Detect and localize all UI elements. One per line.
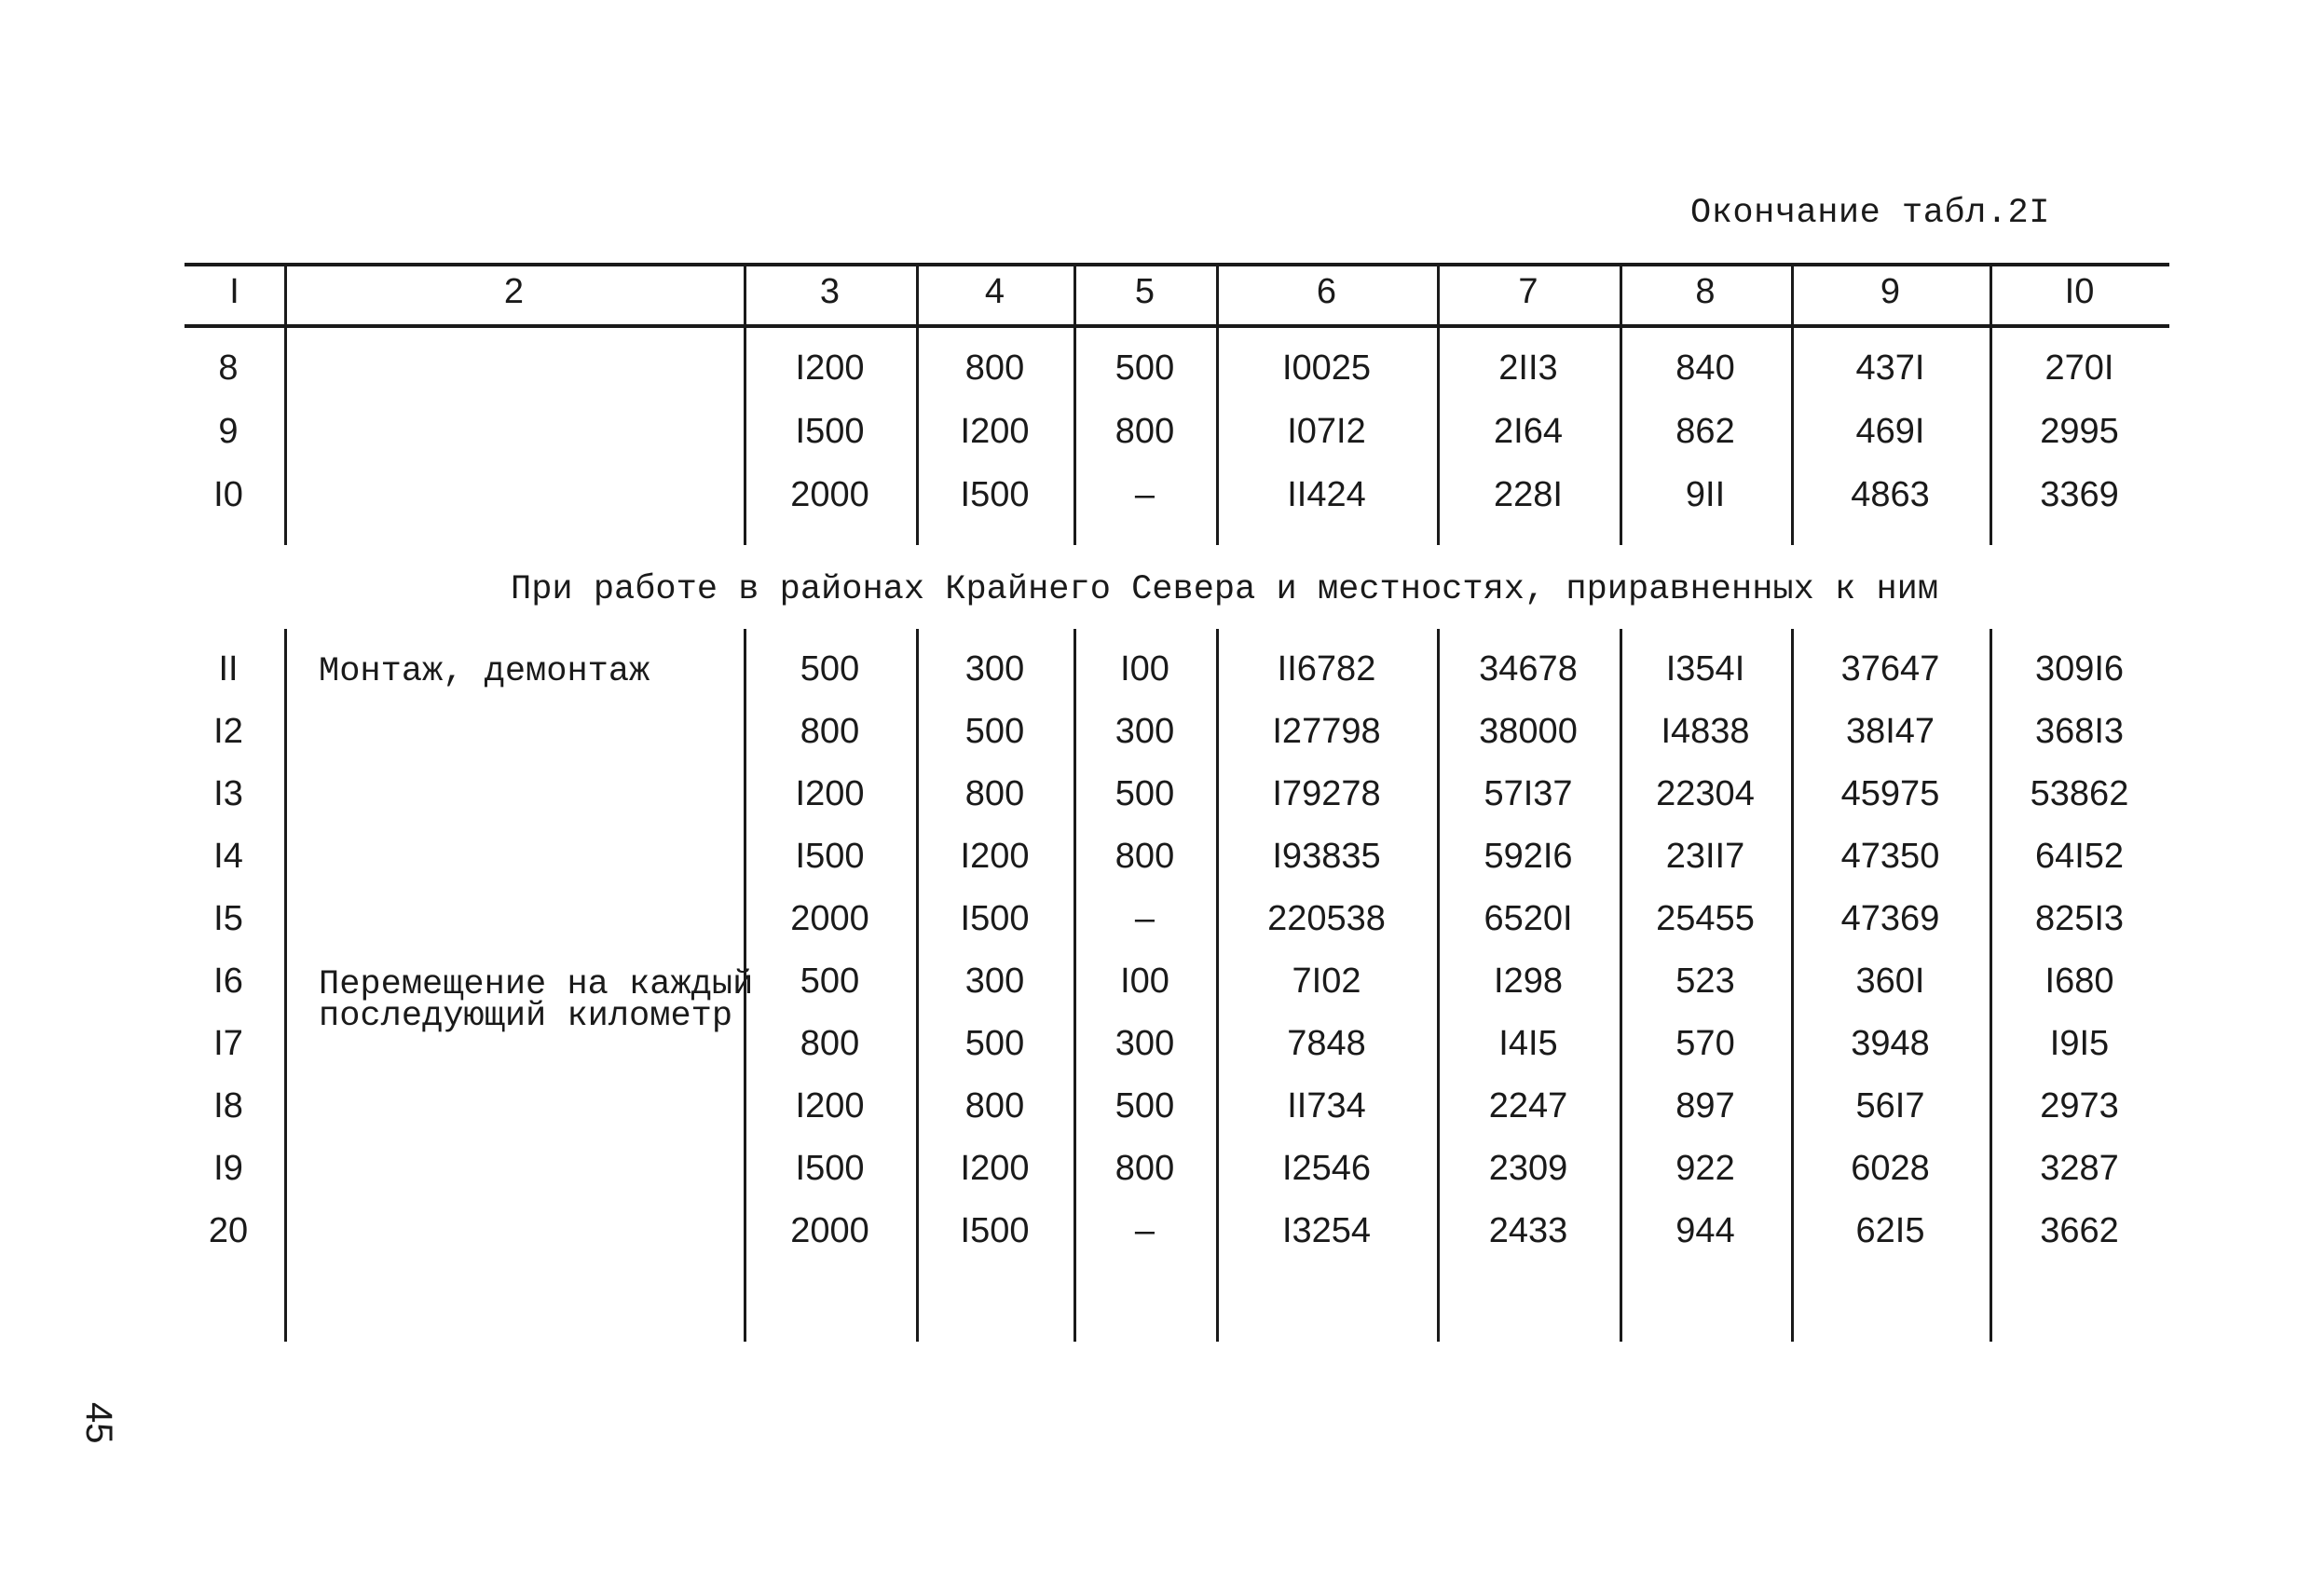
table-cell: 2I64 [1494, 412, 1563, 451]
table-top-rule [185, 263, 2169, 266]
table-cell: 800 [964, 1086, 1025, 1125]
table-cell: 45975 [1840, 774, 1940, 813]
table-cell: 2000 [790, 475, 869, 514]
table-cell: 944 [1675, 1211, 1735, 1250]
table-cell: 56I7 [1855, 1086, 1925, 1125]
table-cell: 360I [1855, 962, 1925, 1001]
table-cell: 3662 [2040, 1211, 2119, 1250]
header-cell-6: 6 [1316, 272, 1337, 311]
header-cell-3: 3 [819, 272, 841, 311]
header-cell-1: I [229, 272, 239, 311]
table-caption: Окончание табл.2I [1690, 194, 2050, 233]
header-cell-5: 5 [1134, 272, 1156, 311]
column-divider [284, 263, 287, 545]
table-cell: 368I3 [2034, 712, 2125, 751]
table-cell: 500 [1114, 348, 1175, 388]
table-cell: 2000 [790, 1211, 869, 1250]
table-cell: I00 [1120, 962, 1169, 1001]
row-number: 20 [208, 1211, 249, 1250]
table-cell: I4838 [1661, 712, 1750, 751]
row-number: 9 [218, 412, 239, 451]
row-number: I7 [213, 1024, 243, 1063]
table-cell: 2309 [1488, 1149, 1568, 1188]
table-cell: 862 [1675, 412, 1735, 451]
table-cell: 2433 [1488, 1211, 1568, 1250]
header-cell-9: 9 [1880, 272, 1901, 311]
header-cell-8: 8 [1695, 272, 1716, 311]
table-cell: 800 [1114, 412, 1175, 451]
table-cell: I680 [2044, 962, 2114, 1001]
table-cell: I500 [795, 837, 865, 876]
table-cell: I93835 [1272, 837, 1381, 876]
table-cell: 500 [964, 1024, 1025, 1063]
table-cell: 800 [964, 348, 1025, 388]
table-cell: 840 [1675, 348, 1735, 388]
row-number: I2 [213, 712, 243, 751]
table-cell: 500 [800, 962, 860, 1001]
table-cell: 2995 [2040, 412, 2119, 451]
table-cell: 25455 [1656, 899, 1755, 938]
table-cell: I3254 [1281, 1211, 1372, 1250]
header-cell-7: 7 [1518, 272, 1538, 311]
section-title: При работе в районах Крайнего Севера и местностях, приравненных к ним [511, 570, 1939, 609]
table-cell: I500 [795, 412, 865, 451]
table-cell: 47369 [1840, 899, 1940, 938]
table-cell: – [1134, 899, 1156, 938]
table-cell: 270I [2044, 348, 2114, 388]
table-cell: I200 [960, 412, 1030, 451]
table-cell: 2II3 [1498, 348, 1558, 388]
table-cell: 47350 [1840, 837, 1940, 876]
table-cell: I500 [795, 1149, 865, 1188]
column-divider [284, 629, 287, 1342]
table-cell: I200 [795, 1086, 865, 1125]
table-cell: 500 [1114, 774, 1175, 813]
table-cell: I500 [960, 1211, 1030, 1250]
table-cell: 53862 [2030, 774, 2129, 813]
table-cell: 3948 [1851, 1024, 1930, 1063]
table-cell: I200 [960, 1149, 1030, 1188]
table-cell: I500 [960, 899, 1030, 938]
table-cell: 570 [1675, 1024, 1735, 1063]
row-number: I0 [213, 475, 243, 514]
page-number: 45 [78, 1402, 119, 1444]
row-number: 8 [218, 348, 239, 388]
row-label-montage: Монтаж, демонтаж [319, 652, 650, 691]
table-cell: 469I [1855, 412, 1925, 451]
table-cell: I200 [795, 774, 865, 813]
table-cell: I298 [1494, 962, 1563, 1001]
table-cell: 500 [800, 649, 860, 689]
table-cell: I07I2 [1287, 412, 1366, 451]
table-cell: 9II [1685, 475, 1726, 514]
table-cell: 37647 [1840, 649, 1940, 689]
table-cell: – [1134, 475, 1156, 514]
header-cell-2: 2 [503, 272, 525, 311]
table-cell: 437I [1855, 348, 1925, 388]
row-number: I6 [213, 962, 243, 1001]
table-cell: I4I5 [1498, 1024, 1558, 1063]
table-cell: 2000 [790, 899, 869, 938]
table-cell: 592I6 [1484, 837, 1573, 876]
table-cell: 57I37 [1484, 774, 1573, 813]
table-cell: 800 [800, 712, 860, 751]
table-cell: 897 [1675, 1086, 1735, 1125]
table-cell: 800 [964, 774, 1025, 813]
table-cell: 523 [1675, 962, 1735, 1001]
table-cell: 7I02 [1292, 962, 1361, 1001]
table-cell: I0025 [1281, 348, 1372, 388]
table-cell: 500 [1114, 1086, 1175, 1125]
table-cell: 800 [800, 1024, 860, 1063]
table-cell: 64I52 [2034, 837, 2125, 876]
table-cell: 3369 [2040, 475, 2119, 514]
table-cell: II424 [1287, 475, 1366, 514]
table-cell: 825I3 [2034, 899, 2125, 938]
table-cell: I9I5 [2049, 1024, 2110, 1063]
table-cell: 922 [1675, 1149, 1735, 1188]
table-cell: 3287 [2040, 1149, 2119, 1188]
table-cell: 228I [1494, 475, 1563, 514]
table-cell: I354I [1665, 649, 1745, 689]
table-cell: 300 [1114, 1024, 1175, 1063]
table-cell: 309I6 [2034, 649, 2125, 689]
table-cell: I27798 [1272, 712, 1381, 751]
table-cell: 6028 [1851, 1149, 1930, 1188]
table-cell: I2546 [1281, 1149, 1372, 1188]
table-cell: I00 [1120, 649, 1169, 689]
header-cell-10: I0 [2064, 272, 2095, 311]
row-label-move: Перемещение на каждый последующий километр [319, 965, 754, 1036]
row-number: I5 [213, 899, 243, 938]
table-cell: 38000 [1479, 712, 1578, 751]
table-cell: 6520I [1484, 899, 1573, 938]
table-cell: 2973 [2040, 1086, 2119, 1125]
row-number: I9 [213, 1149, 243, 1188]
table-cell: 38I47 [1845, 712, 1935, 751]
table-cell: 22304 [1656, 774, 1755, 813]
table-cell: 300 [1114, 712, 1175, 751]
row-number: I8 [213, 1086, 243, 1125]
table-cell: 62I5 [1855, 1211, 1925, 1250]
table-cell: 23II7 [1665, 837, 1745, 876]
table-cell: I500 [960, 475, 1030, 514]
table-cell: II6782 [1277, 649, 1376, 689]
table-cell: I79278 [1272, 774, 1381, 813]
row-number: I4 [213, 837, 243, 876]
table-cell: I200 [960, 837, 1030, 876]
table-cell: 800 [1114, 1149, 1175, 1188]
table-cell: 34678 [1479, 649, 1578, 689]
table-cell: 300 [964, 649, 1025, 689]
table-cell: 2247 [1488, 1086, 1568, 1125]
table-cell: – [1134, 1211, 1156, 1250]
table-header-rule [185, 324, 2169, 328]
row-number: II [218, 649, 239, 689]
row-number: I3 [213, 774, 243, 813]
table-cell: 4863 [1851, 475, 1930, 514]
table-cell: 800 [1114, 837, 1175, 876]
table-cell: I200 [795, 348, 865, 388]
header-cell-4: 4 [984, 272, 1005, 311]
table-cell: 500 [964, 712, 1025, 751]
table-cell: 7848 [1287, 1024, 1366, 1063]
table-cell: 220538 [1267, 899, 1386, 938]
table-cell: 300 [964, 962, 1025, 1001]
table-cell: II734 [1287, 1086, 1366, 1125]
